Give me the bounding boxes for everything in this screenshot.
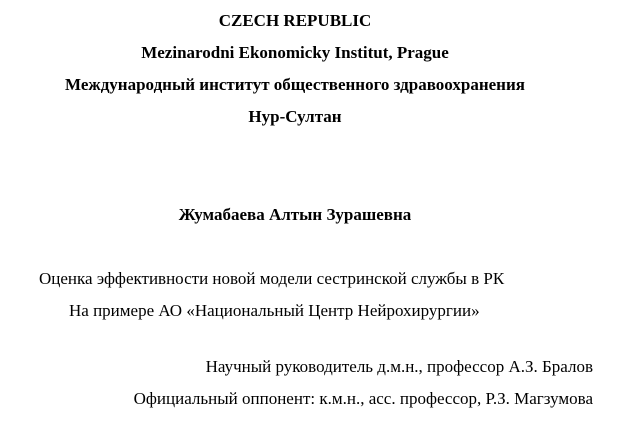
opponent-line: Официальный оппонент: к.м.н., асс. профессор, Р.З. Магзумова [133, 389, 593, 408]
institute-name-ru: Международный институт общественного здравоохранения [65, 75, 525, 94]
thesis-title: Оценка эффективности новой модели сестринской службы в РК [39, 269, 505, 288]
institute-name-en: Mezinarodni Ekonomicky Institut, Prague [141, 43, 449, 62]
thesis-subtitle: На примере АО «Национальный Центр Нейрохирургии» [69, 301, 480, 320]
supervisor-line: Научный руководитель д.м.н., профессор А.З. Бралов [205, 357, 593, 376]
city-name: Нур-Султан [248, 107, 342, 126]
author-name: Жумабаева Алтын Зурашевна [178, 205, 412, 224]
country-heading: CZECH REPUBLIC [218, 11, 372, 30]
